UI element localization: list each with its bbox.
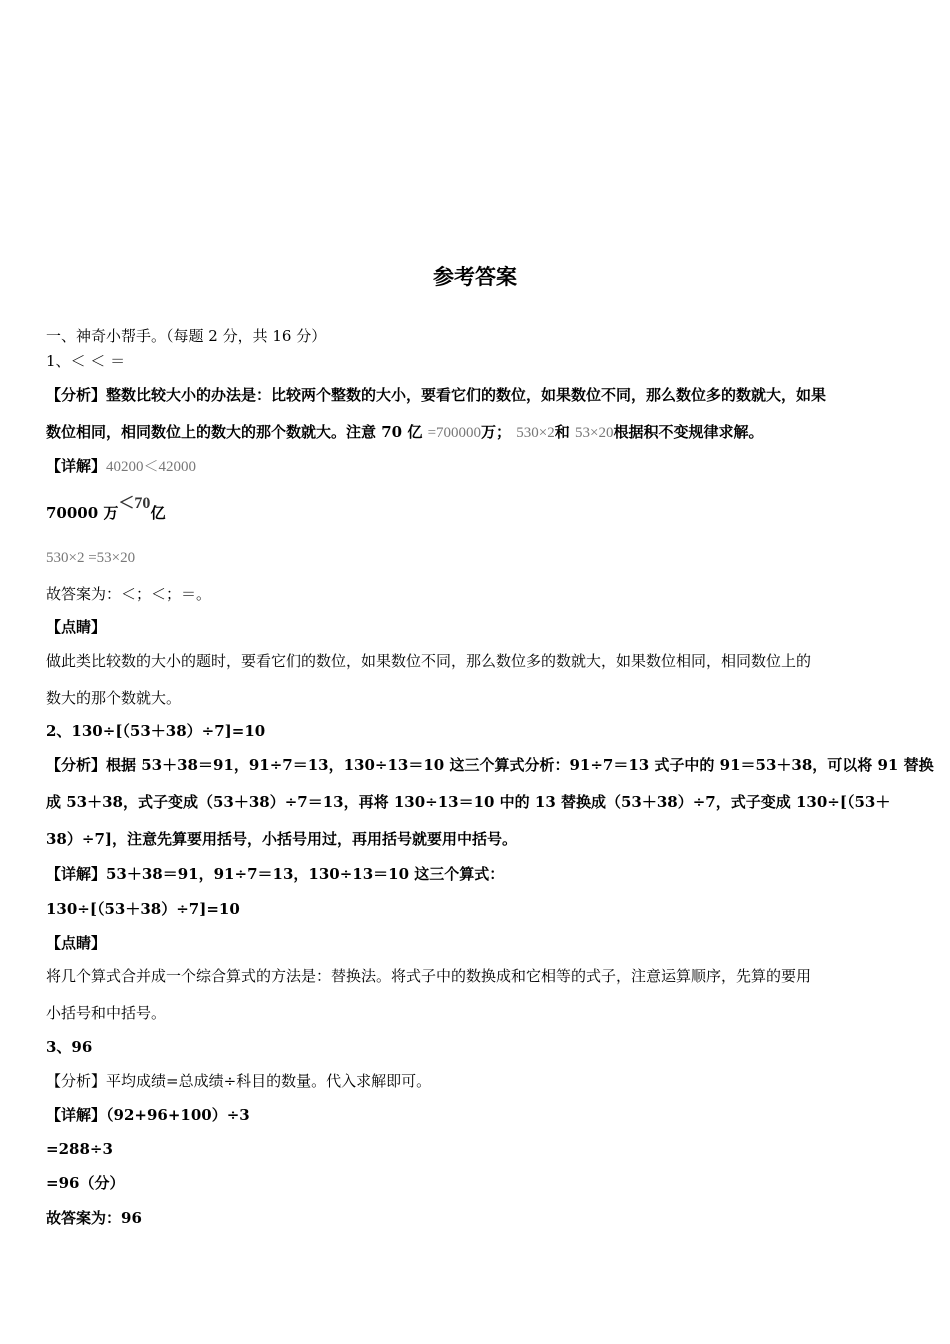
- q1-note-label: 【点睛】: [46, 618, 107, 636]
- q1-analysis-text-a: 数位相同，相同数位上的数大的那个数就大。注意 70 亿: [46, 423, 423, 441]
- q1-detail-line2: [46, 495, 166, 524]
- q2-analysis-line2: 成 53＋38，式子变成（53＋38）÷7＝13，再将 130÷13＝10 中的 13 替换成（53＋38）÷7，式子变成 130÷[（53＋: [46, 793, 891, 811]
- q1-detail2-text-b: 亿: [150, 504, 166, 522]
- q1-formula-less-70: ＜70: [118, 495, 151, 512]
- q3-detail: 【详解】（92+96+100）÷3: [46, 1106, 250, 1124]
- q1-analysis-line1: 【分析】整数比较大小的办法是：比较两个整数的大小，要看它们的数位，如果数位不同，那么数位多的数就大，如果: [46, 386, 827, 404]
- section-heading: 一、神奇小帮手。（每题 2 分，共 16 分）: [46, 327, 327, 345]
- page-title: 参考答案: [433, 265, 517, 289]
- q2-answer: 2、130÷[（53＋38）÷7]=10: [46, 722, 266, 740]
- q2-detail: 【详解】53＋38＝91，91÷7＝13，130÷13＝10 这三个算式：: [46, 865, 505, 883]
- q1-analysis-line2: [46, 422, 763, 443]
- q1-formula-compare: 40200＜42000: [106, 459, 197, 475]
- q3-analysis: 【分析】平均成绩=总成绩÷科目的数量。代入求解即可。: [46, 1072, 432, 1090]
- q1-detail2-text-a: 70000 万: [46, 504, 119, 522]
- q2-detail2: 130÷[（53＋38）÷7]=10: [46, 900, 240, 918]
- q1-analysis-text-d: 根据积不变规律求解。: [613, 423, 764, 441]
- q1-detail-line3: [46, 547, 135, 568]
- q3-answer: 3、96: [46, 1038, 93, 1056]
- q2-note-label: 【点睛】: [46, 934, 107, 952]
- q1-formula-70yi: =700000: [427, 425, 482, 441]
- q3-step2: =96（分）: [46, 1174, 125, 1192]
- q1-formula-equal: 530×2 =53×20: [46, 550, 136, 566]
- q1-formula-530x2: 530×2: [516, 425, 555, 441]
- q1-analysis-text-b: 万；: [481, 423, 512, 441]
- q1-note-line1: 做此类比较数的大小的题时，要看它们的数位，如果数位不同，那么数位多的数就大，如果数位相同，相同数位上的: [46, 652, 812, 670]
- q3-conclusion: 故答案为：96: [46, 1209, 142, 1227]
- q1-formula-53x20: 53×20: [575, 425, 614, 441]
- q1-answer: 1、＜ ＜ ＝: [46, 352, 126, 370]
- q1-conclusion: 故答案为：＜；＜；＝。: [46, 585, 212, 603]
- q1-analysis-text-c: 和: [554, 423, 570, 441]
- q2-analysis-line3: 38）÷7]，注意先算要用括号，小括号用过，再用括号就要用中括号。: [46, 830, 517, 848]
- q1-detail-label: 【详解】: [46, 457, 107, 475]
- q2-note-line2: 小括号和中括号。: [46, 1004, 167, 1022]
- q1-note-line2: 数大的那个数就大。: [46, 689, 182, 707]
- q2-note-line1: 将几个算式合并成一个综合算式的方法是：替换法。将式子中的数换成和它相等的式子，注意运算顺序，先算的要用: [46, 967, 812, 985]
- q2-analysis-line1: 【分析】根据 53＋38＝91，91÷7＝13，130÷13＝10 这三个算式分析：91÷7＝13 式子中的 91＝53＋38，可以将 91 替换: [46, 756, 934, 774]
- q1-detail-line1: [46, 456, 196, 477]
- q3-step1: =288÷3: [46, 1140, 113, 1158]
